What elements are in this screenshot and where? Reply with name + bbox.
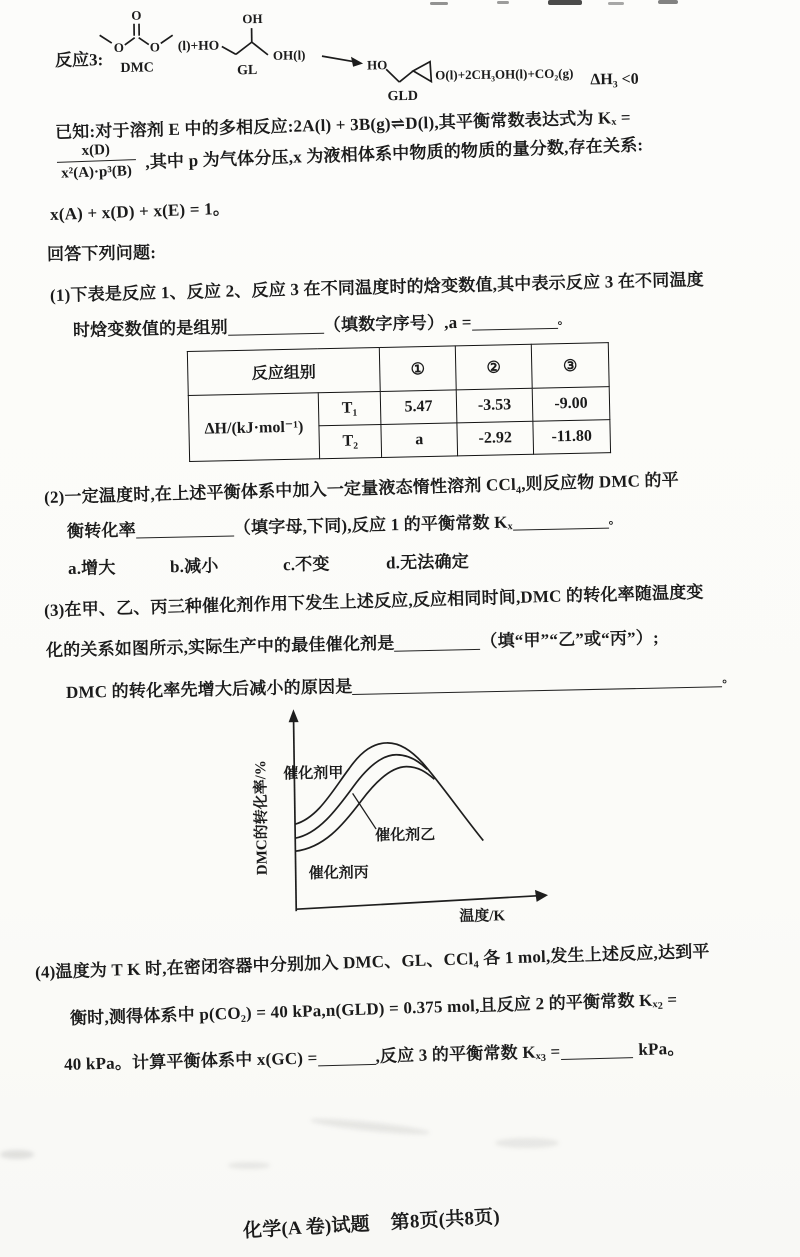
q2-line2-end: 。	[608, 512, 621, 527]
table-value: 5.47	[380, 390, 457, 425]
q4-line2: 衡时,测得体系中 p(CO₂) = 40 kPa,n(GLD) = 0.375 mol,且反应 2 的平衡常数 Kₓ₂ =	[69, 989, 678, 1028]
reaction-arrowhead	[351, 57, 363, 67]
bond	[252, 42, 268, 55]
q2-blank-kx	[512, 510, 608, 531]
reaction3-label: 反应3:	[54, 50, 104, 70]
scan-smudge	[310, 1116, 430, 1137]
atom-o-left: O	[113, 39, 124, 56]
q3-line3-end: 。	[722, 670, 735, 686]
q4-line1: (4)温度为 T K 时,在密闭容器中分别加入 DMC、GL、CCl₄ 各 1 mol,发生上述反应,达到平	[34, 941, 710, 982]
enthalpy-table-wrap	[187, 342, 611, 462]
bond	[236, 42, 252, 54]
q2-line2-pre: 衡转化率	[66, 520, 137, 541]
q1-line2-mid: （填数字序号）,a =	[323, 312, 472, 335]
y-axis-arrowhead	[288, 709, 298, 722]
scan-smudge	[0, 1150, 34, 1159]
q3-line1: (3)在甲、乙、丙三种催化剂作用下发生上述反应,反应相同时间,DMC 的转化率随温度变	[43, 582, 704, 620]
bond	[100, 35, 112, 43]
table-t2: T₂	[319, 424, 382, 458]
footer-title: 化学(A 卷)试题	[242, 1213, 371, 1242]
chart-xlabel: 温度/K	[459, 908, 506, 925]
curve-jia-label: 催化剂甲	[283, 765, 344, 783]
dmc-label: DMC	[120, 60, 154, 76]
atom-o-top: O	[131, 7, 142, 23]
q3-line2-pre: 化的关系如图所示,实际生产中的最佳催化剂是	[45, 633, 395, 660]
table-value: -3.53	[456, 388, 533, 423]
q3-line2	[46, 623, 659, 661]
q3-blank-catalyst	[394, 631, 480, 652]
table-col-2: ②	[455, 344, 532, 390]
conversion-chart	[236, 695, 569, 945]
yi-leader-line	[353, 793, 377, 829]
q2-line1: (2)一定温度时,在上述平衡体系中加入一定量液态惰性溶剂 CCl₄,则反应物 DMC 的平	[43, 470, 680, 507]
scan-smudge	[495, 1138, 559, 1148]
reaction-arrow	[322, 56, 354, 62]
enthalpy3: ΔH₃ <0	[590, 70, 639, 89]
q3-blank-reason	[352, 668, 722, 695]
q2-line2-mid: （填字母,下同),反应 1 的平衡常数 Kₓ	[233, 512, 513, 538]
page-footer	[242, 1202, 500, 1243]
q1-line2-end: 。	[557, 312, 570, 327]
q1-blank-group	[228, 315, 324, 336]
bond	[386, 69, 399, 82]
reaction3-diagram	[44, 0, 785, 116]
table-value: a	[381, 423, 458, 458]
y-axis	[294, 719, 297, 911]
q4-line3-end: kPa。	[638, 1038, 685, 1059]
answer-prompt: 回答下列问题:	[46, 243, 157, 264]
q1-blank-a	[471, 310, 557, 331]
q1-line1: (1)下表是反应 1、反应 2、反应 3 在不同温度时的焓变数值,其中表示反应 3 在不同温度	[49, 270, 705, 305]
q1-line2	[73, 306, 570, 341]
curve-bing-label: 催化剂丙	[308, 865, 369, 883]
bond	[139, 38, 149, 45]
option-c: c.不变	[282, 554, 330, 575]
q2-options-row	[68, 547, 469, 579]
table-row-label: ΔH/(kJ·mol⁻¹)	[188, 393, 319, 462]
x-axis	[296, 896, 537, 909]
table-corner-cell: 反应组别	[187, 347, 380, 395]
gl-prefix: (l)+HO	[177, 37, 220, 54]
bond	[413, 62, 431, 82]
table-col-3: ③	[531, 343, 609, 389]
curve-yi-label: 催化剂乙	[375, 827, 436, 845]
q2-line2	[67, 505, 621, 542]
q1-line2-pre: 时焓变数值的是组别	[72, 317, 229, 340]
table-value: -11.80	[533, 420, 611, 455]
products-tail: O(l)+2CH₃OH(l)+CO₂(g)	[435, 65, 574, 83]
known-line1: 已知:对于溶剂 E 中的多相反应:2A(l) + 3B(g)⇌D(l),其平衡常数表达式为 Kₓ =	[54, 107, 632, 142]
x-axis-arrowhead	[535, 890, 548, 902]
option-b: b.减小	[169, 556, 219, 577]
gl-label: GL	[236, 63, 258, 79]
option-a: a.增大	[67, 558, 116, 578]
enthalpy-table	[187, 342, 611, 462]
scan-smudge	[228, 1162, 270, 1169]
bond	[399, 71, 413, 82]
q3-line3-pre: DMC 的转化率先增大后减小的原因是	[65, 677, 353, 702]
bond	[125, 38, 135, 45]
q4-blank-xgc	[317, 1046, 375, 1066]
atom-o-right: O	[149, 39, 160, 55]
gl-oh-right: OH(l)	[272, 47, 306, 63]
table-col-1: ①	[379, 346, 456, 392]
q4-line3	[64, 1034, 685, 1075]
kx-fraction	[51, 140, 141, 183]
q2-blank-conversion	[136, 518, 234, 539]
gl-oh-top: OH	[242, 10, 263, 27]
table-value: -9.00	[532, 387, 610, 422]
known-line2-text: ,其中 p 为气体分压,x 为液相体系中物质的物质的量分数,存在关系:	[145, 134, 644, 172]
footer-page-number: 第8页(共8页)	[390, 1206, 501, 1234]
bond	[161, 35, 173, 43]
q4-blank-kx3	[560, 1039, 632, 1060]
chart-ylabel: DMC的转化率/%	[253, 760, 271, 876]
kx-fraction-denominator: x²(A)·p³(B)	[57, 159, 136, 183]
q4-line3-pre: 40 kPa。计算平衡体系中 x(GC) =	[63, 1048, 318, 1074]
known-line3: x(A) + x(D) + x(E) = 1。	[49, 198, 231, 224]
gld-label: GLD	[387, 88, 418, 105]
product-ho: HO	[366, 57, 388, 73]
q4-line3-mid: ,反应 3 的平衡常数 Kₓ₃ =	[375, 1042, 561, 1066]
bond	[222, 46, 236, 54]
option-d: d.无法确定	[385, 552, 470, 573]
q3-line2-end: （填“甲”“乙”或“丙”）;	[480, 628, 660, 651]
table-value: -2.92	[457, 421, 534, 456]
kx-fraction-numerator: x(D)	[81, 141, 111, 159]
table-t1: T₁	[318, 391, 381, 425]
